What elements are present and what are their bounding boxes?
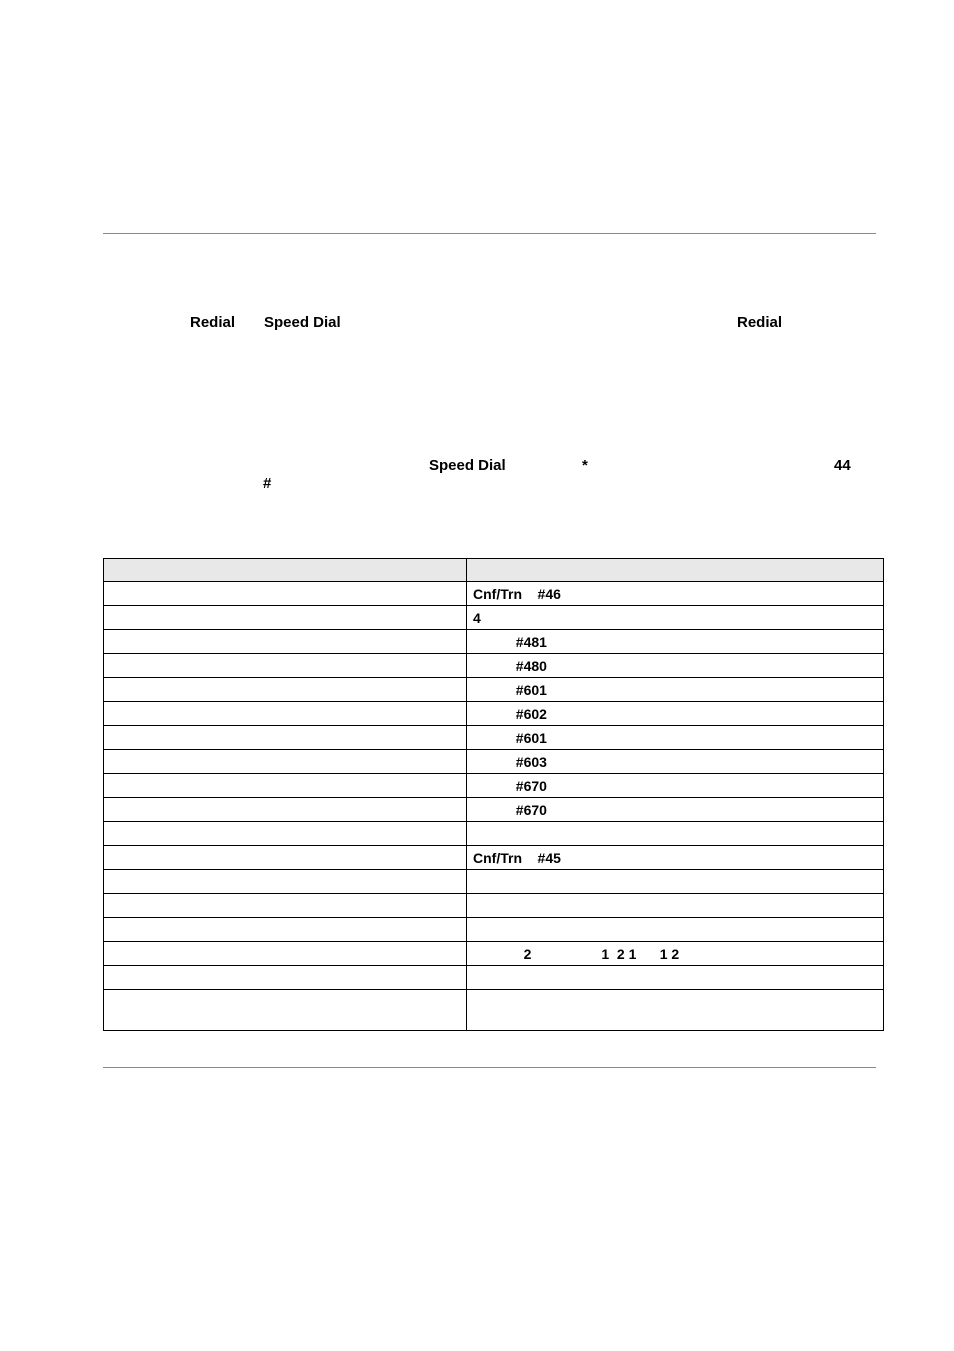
table-row xyxy=(104,726,884,750)
code-cell: #670 xyxy=(467,798,884,822)
code-44-label: 44 xyxy=(834,457,851,474)
code-cell: 2 1 2 1 1 2 xyxy=(467,942,884,966)
table-row xyxy=(104,678,884,702)
table-row xyxy=(104,870,884,894)
table-header-row xyxy=(104,559,884,582)
table-row xyxy=(104,702,884,726)
hash-key-label: # xyxy=(263,475,272,492)
redial-key-label: Redial xyxy=(190,314,236,331)
redial-key-label-2: Redial xyxy=(737,314,783,331)
table-row xyxy=(104,846,884,870)
header-cell-code xyxy=(467,559,884,582)
code-cell: #601 xyxy=(467,678,884,702)
bottom-divider xyxy=(103,1067,876,1068)
table-row xyxy=(104,918,884,942)
code-cell: Cnf/Trn #46 xyxy=(467,582,884,606)
code-cell: #602 xyxy=(467,702,884,726)
code-cell: #670 xyxy=(467,774,884,798)
table-row xyxy=(104,990,884,1031)
table-row xyxy=(104,822,884,846)
code-cell xyxy=(467,966,884,990)
speed-dial-key-label-2: Speed Dial xyxy=(429,457,506,474)
code-cell: #480 xyxy=(467,654,884,678)
code-cell: #601 xyxy=(467,726,884,750)
code-cell: #481 xyxy=(467,630,884,654)
code-cell xyxy=(467,894,884,918)
code-cell: Cnf/Trn #45 xyxy=(467,846,884,870)
table-row xyxy=(104,630,884,654)
table-row xyxy=(104,894,884,918)
table-row xyxy=(104,942,884,966)
code-cell xyxy=(467,870,884,894)
code-cell xyxy=(467,990,884,1031)
table-row xyxy=(104,750,884,774)
speed-dial-key-label: Speed Dial xyxy=(264,314,341,331)
feature-code-table xyxy=(103,558,884,1031)
table-row xyxy=(104,798,884,822)
code-cell: #603 xyxy=(467,750,884,774)
code-cell xyxy=(467,822,884,846)
table-row xyxy=(104,966,884,990)
code-cell xyxy=(467,918,884,942)
top-divider xyxy=(103,233,876,234)
table-row xyxy=(104,606,884,630)
table-row xyxy=(104,774,884,798)
header-cell-feature xyxy=(104,559,467,582)
table-row xyxy=(104,582,884,606)
code-cell: 4 xyxy=(467,606,884,630)
table-row xyxy=(104,654,884,678)
star-key-label: * xyxy=(582,457,588,474)
